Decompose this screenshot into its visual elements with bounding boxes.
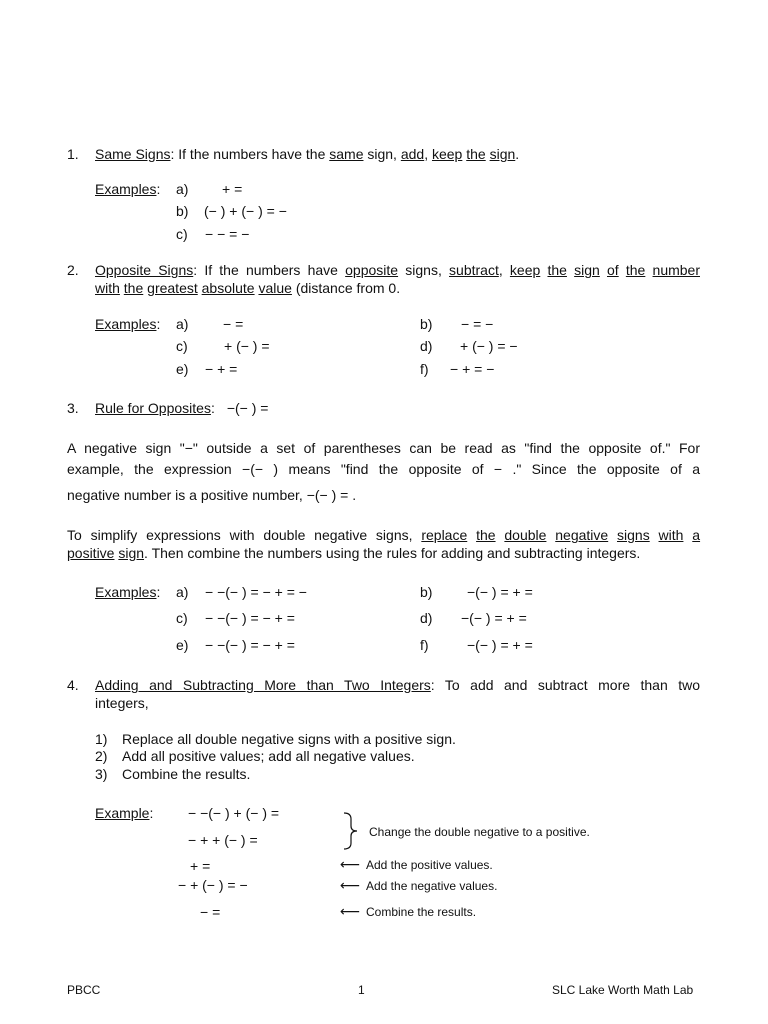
paragraph-word: with xyxy=(658,527,684,543)
step-text: Add all positive values; add all negative values. xyxy=(122,748,415,764)
section-4-heading-text: : To add and subtract more than two xyxy=(430,677,701,693)
step-text: Replace all double negative signs with a positive sign. xyxy=(122,731,456,747)
example-expression: − − = − xyxy=(205,226,250,242)
rule-word: absolute xyxy=(201,280,255,296)
rule-word: keep xyxy=(509,262,541,278)
section-4-title: Adding and Subtracting More than Two Integers xyxy=(95,677,431,693)
section-4-example-label xyxy=(95,804,153,822)
example-label-word: Example xyxy=(95,805,150,821)
section-2-examples-label xyxy=(95,315,160,333)
example-label: a) xyxy=(176,316,189,332)
rule-text: : If the numbers have the xyxy=(170,146,330,162)
section-3-colon: : xyxy=(210,400,215,416)
rule-word: opposite xyxy=(345,262,399,278)
rule-word: the xyxy=(123,280,144,296)
example-expression: −(− ) = + = xyxy=(467,637,533,653)
example-expression: − −(− ) = − + = xyxy=(205,637,295,653)
section-3-heading xyxy=(95,399,268,417)
footer-left: PBCC xyxy=(67,983,101,997)
rule-word: of xyxy=(607,262,619,278)
examples-colon: : xyxy=(156,181,161,197)
example-expression: − = − xyxy=(461,316,494,332)
rule-word: the xyxy=(625,262,646,278)
step-number: 1) xyxy=(95,731,108,747)
rule-word: number xyxy=(652,262,700,278)
section-3-number: 3. xyxy=(67,400,79,416)
section-3-examples-label xyxy=(95,583,160,601)
examples-colon: : xyxy=(156,316,161,332)
paragraph-word: replace xyxy=(421,527,468,543)
step-note: Add the positive values. xyxy=(366,858,493,872)
worked-example-step: − −(− ) + (− ) = xyxy=(188,805,280,821)
rule-word: sign xyxy=(574,262,600,278)
examples-label: Examples xyxy=(95,316,157,332)
example-colon: : xyxy=(149,805,154,821)
paragraph-word: a xyxy=(692,527,701,543)
left-arrow-icon: ⟵ xyxy=(340,903,361,919)
rule-text: (distance from 0. xyxy=(291,280,401,296)
section-2-title: Opposite Signs xyxy=(95,262,194,278)
example-label: c) xyxy=(176,338,188,354)
example-label: e) xyxy=(176,637,189,653)
example-expression: −(− ) = + = xyxy=(461,610,527,626)
rule-text: sign, xyxy=(363,146,401,162)
paragraph-word: sign xyxy=(118,545,145,561)
example-expression: −(− ) = + = xyxy=(467,584,533,600)
section-3-expression: −(− ) = xyxy=(226,400,269,416)
section-4-heading-line-1 xyxy=(95,676,700,694)
left-arrow-icon: ⟵ xyxy=(340,877,361,893)
rule-word-sign: sign xyxy=(489,146,516,162)
rule-word: the xyxy=(547,262,567,278)
worked-example-step: − = xyxy=(200,904,221,920)
rule-word: value xyxy=(258,280,292,296)
section-1-examples-label xyxy=(95,180,160,198)
step-text: Combine the results. xyxy=(122,766,251,782)
rule-text: signs, xyxy=(398,262,450,278)
step-number: 2) xyxy=(95,748,108,764)
example-label: a) xyxy=(176,181,189,197)
example-label: c) xyxy=(176,610,188,626)
example-label: b) xyxy=(176,203,189,219)
section-1-number: 1. xyxy=(67,146,79,162)
section-3-title: Rule for Opposites xyxy=(95,400,211,416)
example-expression: − + = − xyxy=(450,361,495,377)
example-expression: − −(− ) = − + = xyxy=(205,610,295,626)
paragraph-2-line-1 xyxy=(67,526,700,544)
example-label: b) xyxy=(420,316,433,332)
paragraph-word: signs xyxy=(617,527,650,543)
section-2-rule-line-2 xyxy=(95,279,400,297)
examples-label: Examples xyxy=(95,584,157,600)
paragraph-1-line-1: A negative sign "−" outside a set of parentheses can be read as "find the opposite of." For xyxy=(67,440,700,456)
example-expression: (− ) + (− ) = − xyxy=(204,203,287,219)
rule-word-keep: keep xyxy=(431,146,463,162)
worked-example-step: − + + (− ) = xyxy=(188,832,258,848)
section-4-heading-line-2: integers, xyxy=(95,695,149,711)
rule-text: . xyxy=(515,146,520,162)
section-1-title: Same Signs xyxy=(95,146,171,162)
examples-colon: : xyxy=(156,584,161,600)
example-label: f) xyxy=(420,361,429,377)
section-2-number: 2. xyxy=(67,262,79,278)
example-expression: − + = xyxy=(205,361,238,377)
step-number: 3) xyxy=(95,766,108,782)
paragraph-2-line-2 xyxy=(67,544,640,562)
section-4-number: 4. xyxy=(67,677,79,693)
rule-text: , xyxy=(424,146,432,162)
rule-word: greatest xyxy=(147,280,198,296)
rule-text: : If the numbers have xyxy=(193,262,346,278)
paragraph-word: negative xyxy=(555,527,609,543)
example-expression: − = xyxy=(223,316,244,332)
paragraph-1-line-2: example, the expression −(− ) means "find the opposite of − ." Since the opposite of a xyxy=(67,461,700,477)
paragraph-word: positive xyxy=(67,545,115,561)
example-expression: + = xyxy=(222,181,243,197)
rule-word: with xyxy=(95,280,120,296)
example-label: d) xyxy=(420,610,433,626)
rule-text: , xyxy=(498,262,510,278)
right-brace-icon xyxy=(342,812,366,850)
paragraph-text: . Then combine the numbers using the rules for adding and subtracting integers. xyxy=(144,545,641,561)
example-expression: + (− ) = − xyxy=(460,338,518,354)
example-expression: − −(− ) = − + = − xyxy=(205,584,307,600)
footer-right: SLC Lake Worth Math Lab xyxy=(552,983,694,997)
example-label: b) xyxy=(420,584,433,600)
example-label: c) xyxy=(176,226,188,242)
example-label: d) xyxy=(420,338,433,354)
worked-example-step: − + (− ) = − xyxy=(178,877,248,893)
step-note: Combine the results. xyxy=(366,905,477,919)
paragraph-word: double xyxy=(504,527,547,543)
example-expression: + (− ) = xyxy=(224,338,270,354)
step-note: Add the negative values. xyxy=(366,879,498,893)
example-label: e) xyxy=(176,361,189,377)
section-2-rule-line-1 xyxy=(95,261,700,279)
rule-word: subtract xyxy=(449,262,499,278)
paragraph-word: the xyxy=(476,527,496,543)
example-label: a) xyxy=(176,584,189,600)
example-label: f) xyxy=(420,637,429,653)
brace-note: Change the double negative to a positive. xyxy=(369,825,590,839)
section-1-rule xyxy=(95,145,519,163)
rule-word-the: the xyxy=(466,146,486,162)
paragraph-text: To simplify expressions with double negative signs, xyxy=(67,527,422,543)
examples-label: Examples xyxy=(95,181,157,197)
rule-word-same: same xyxy=(329,146,364,162)
left-arrow-icon: ⟵ xyxy=(340,856,361,872)
worked-example-step: + = xyxy=(190,858,211,874)
page-number: 1 xyxy=(358,983,365,997)
rule-word-add: add xyxy=(400,146,425,162)
paragraph-1-line-3: negative number is a positive number, −(− ) = . xyxy=(67,487,357,503)
